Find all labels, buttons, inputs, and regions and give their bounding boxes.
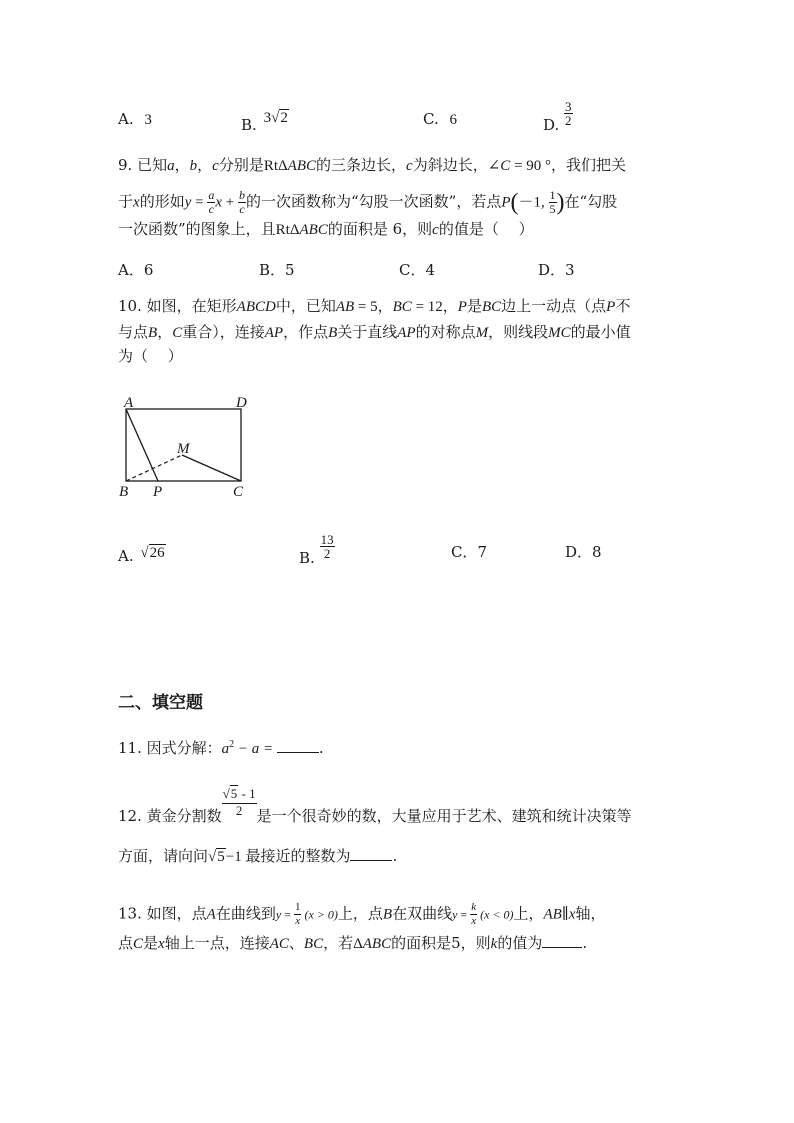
q9-option-b: B．5 — [259, 261, 295, 279]
fraction: $\frac{3}{2}$ — [565, 99, 572, 128]
segment-bm-dashed — [126, 455, 182, 481]
answer-blank[interactable] — [542, 947, 582, 948]
section-title: 二、填空题 — [118, 693, 203, 713]
q9-line-3: 一次函数”的图象上，且RtΔABC的面积是 6，则c的值是（ ） — [118, 220, 534, 238]
segment-ap — [126, 409, 158, 481]
q9-option-d: D．3 — [538, 261, 575, 279]
fraction: $\frac{k}{x}$ — [471, 901, 477, 927]
q10-option-b: B. $\frac{13}{2}$ — [299, 532, 334, 567]
label-a: A — [124, 395, 134, 411]
q10-option-c: C．7 — [451, 543, 488, 561]
label-b: B — [119, 484, 129, 500]
fraction: $\frac{1}{5}$ — [549, 188, 556, 216]
fraction: $\frac{√5 - 1}{2}$ — [222, 786, 256, 818]
fraction: $\frac{13}{2}$ — [320, 532, 334, 561]
fraction: $\frac{b}{c}$ — [238, 188, 245, 216]
sqrt-symbol: √2 — [271, 110, 288, 126]
q9-line-1: 9. 已知a，b，c分别是RtΔABC的三条边长，c为斜边长，∠C = 90 °，我们把关 — [118, 156, 627, 174]
q13-line-2: 点C是x轴上一点，连接AC、BC，若ΔABC的面积是5，则k的值为 . — [118, 934, 588, 952]
q8-option-d: D. $\frac{3}{2}$ — [543, 99, 572, 134]
answer-blank[interactable] — [277, 752, 319, 753]
sqrt-symbol: √26 — [140, 545, 165, 561]
q13-line-1: 13. 如图，点A在曲线到y = $\frac{1}{x}$ (x > 0)上，点B在双曲线y = $\frac{k}{x}$ (x < 0)上，AB∥x轴， — [118, 901, 606, 927]
q12-line-2: 方面，请向问√5−1 最接近的整数为 . — [118, 845, 397, 868]
q8-option-c: C. 6 — [423, 110, 457, 128]
q10-figure — [110, 390, 260, 505]
segment-mc — [182, 455, 241, 481]
q9-option-a: A．6 — [118, 261, 154, 279]
label-d: D — [236, 395, 247, 411]
q10-option-d: D．8 — [565, 543, 602, 561]
label-m: M — [177, 441, 190, 457]
fraction: $\frac{1}{x}$ — [294, 901, 301, 927]
q9-option-c: C．4 — [399, 261, 436, 279]
q12-line-1: 12. 黄金分割数 $\frac{√5 - 1}{2}$ 是一个很奇妙的数，大量应用于艺术、建筑和统计决策等 — [118, 786, 632, 825]
q8-option-b: B. 3√2 — [241, 106, 289, 129]
q10-line-3: 为（ ） — [118, 347, 183, 365]
sqrt-symbol: √5 — [208, 849, 225, 865]
q11-line: 11. 因式分解：$a^2 - a$ = . — [118, 739, 324, 757]
answer-blank[interactable] — [350, 860, 392, 861]
q10-option-a: A. √26 — [118, 541, 166, 564]
fraction: $\frac{a}{c}$ — [208, 188, 215, 216]
q10-line-2: 与点B，C重合），连接AP，作点B关于直线AP的对称点M，则线段MC的最小值 — [118, 323, 631, 341]
q9-line-2: 于x的形如y = $\frac{a}{c}$ x + $\frac{b}{c}$ 的一次函数称为“勾股一次函数”，若点P(－1, $\frac{1}{5}$ )在“勾股 — [118, 188, 618, 216]
label-p: P — [153, 484, 163, 500]
q8-option-a: A. 3 — [118, 110, 152, 128]
label-c: C — [233, 484, 244, 500]
sqrt-symbol: √5 — [222, 786, 238, 801]
q10-line-1: 10. 如图，在矩形ABCD中，已知AB = 5，BC = 12，P是BC边上一动点（点P不 — [118, 297, 631, 315]
